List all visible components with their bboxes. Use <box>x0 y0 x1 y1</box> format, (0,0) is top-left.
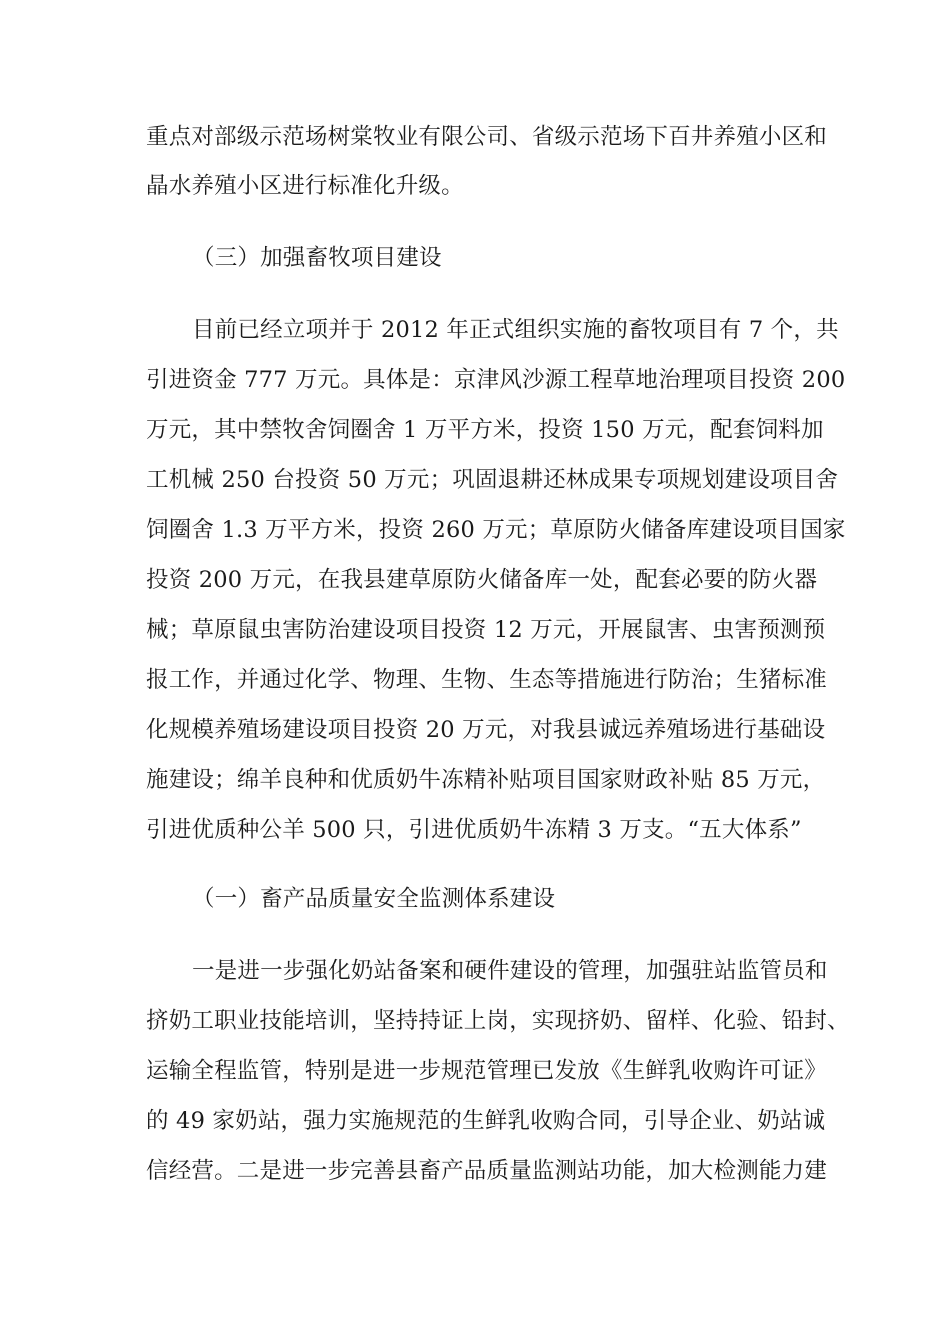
paragraph-line: 运输全程监管，特别是进一步规范管理已发放《生鲜乳收购许可证》 <box>146 1058 828 1084</box>
paragraph-line: 挤奶工职业技能培训，坚持持证上岗，实现挤奶、留样、化验、铅封、 <box>146 1008 850 1034</box>
paragraph-line: 引进优质种公羊 500 只，引进优质奶牛冻精 3 万支。“五大体系” <box>146 817 802 843</box>
paragraph-line: 的 49 家奶站，强力实施规范的生鲜乳收购合同，引导企业、奶站诚 <box>146 1108 826 1134</box>
paragraph-line: 晶水养殖小区进行标准化升级。 <box>146 173 464 199</box>
paragraph-line: 一是进一步强化奶站备案和硬件建设的管理，加强驻站监管员和 <box>192 958 828 984</box>
paragraph-line: 械；草原鼠虫害防治建设项目投资 12 万元，开展鼠害、虫害预测预 <box>146 617 826 643</box>
paragraph-line: 信经营。二是进一步完善县畜产品质量监测站功能，加大检测能力建 <box>146 1158 828 1184</box>
paragraph-line: 万元，其中禁牧舍饲圈舍 1 万平方米，投资 150 万元，配套饲料加 <box>146 417 824 443</box>
paragraph-line: 施建设；绵羊良种和优质奶牛冻精补贴项目国家财政补贴 85 万元， <box>146 767 826 793</box>
paragraph-line: 饲圈舍 1.3 万平方米，投资 260 万元；草原防火储备库建设项目国家 <box>146 517 846 543</box>
section-heading: （三）加强畜牧项目建设 <box>192 245 442 271</box>
paragraph-line: 化规模养殖场建设项目投资 20 万元，对我县诚远养殖场进行基础设 <box>146 717 826 743</box>
paragraph-line: 工机械 250 台投资 50 万元；巩固退耕还林成果专项规划建设项目舍 <box>146 467 839 493</box>
paragraph-line: 报工作，并通过化学、物理、生物、生态等措施进行防治；生猪标准 <box>146 667 828 693</box>
paragraph-line: 重点对部级示范场树棠牧业有限公司、省级示范场下百井养殖小区和 <box>146 124 828 150</box>
section-heading: （一）畜产品质量安全监测体系建设 <box>192 886 556 912</box>
paragraph-line: 引进资金 777 万元。具体是：京津风沙源工程草地治理项目投资 200 <box>146 367 846 393</box>
paragraph-line: 投资 200 万元，在我县建草原防火储备库一处，配套必要的防火器 <box>146 567 818 593</box>
paragraph-line: 目前已经立项并于 2012 年正式组织实施的畜牧项目有 7 个，共 <box>192 317 839 343</box>
